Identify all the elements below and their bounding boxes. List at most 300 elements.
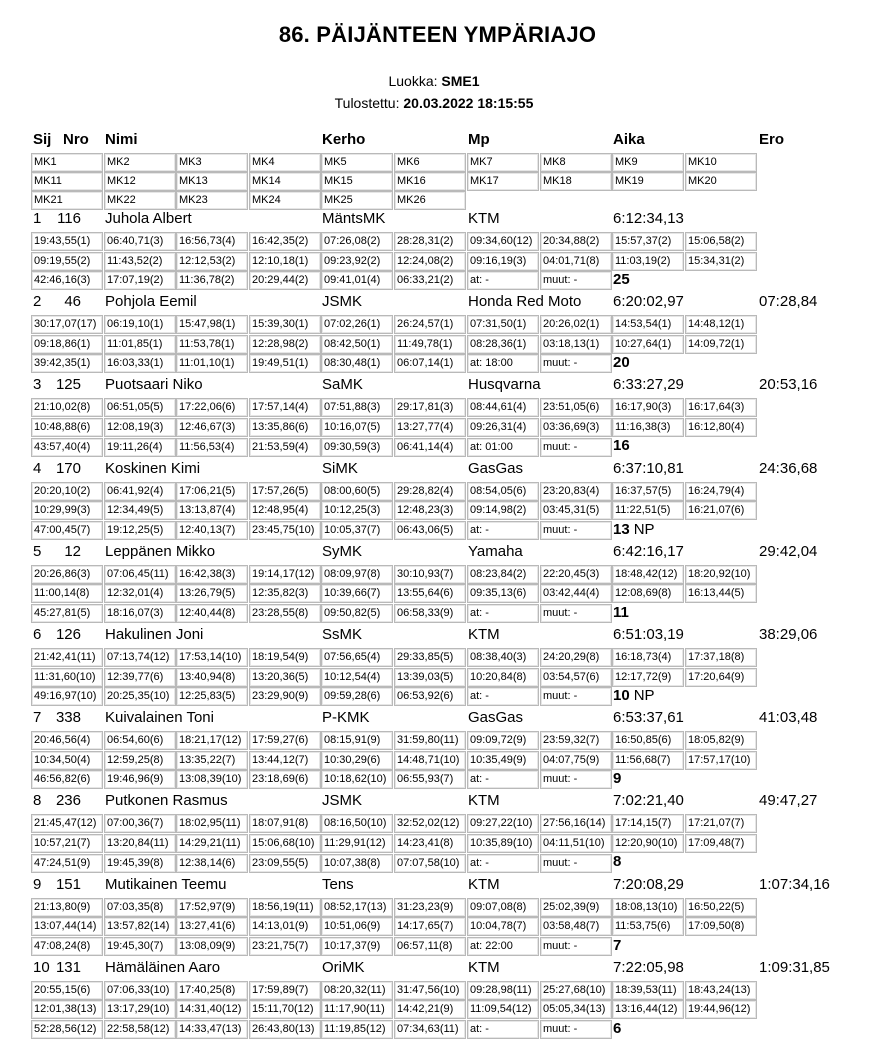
split-cell: 16:17,64(3): [685, 398, 757, 417]
split-cell: 19:14,17(12): [249, 565, 321, 584]
rider-points: [613, 520, 655, 540]
header-ero: Ero: [759, 131, 785, 148]
split-cell: 07:56,65(4): [321, 648, 393, 667]
rider-club: SiMK: [322, 459, 358, 477]
split-cell: MK14: [249, 172, 321, 191]
split-cell: 13:26,79(5): [176, 584, 248, 603]
mk-header-row: [31, 153, 791, 172]
split-cell: MK4: [249, 153, 321, 172]
split-cell: at: -: [467, 271, 539, 290]
split-cell: 10:27,64(1): [612, 335, 684, 354]
rider-name: Koskinen Kimi: [105, 459, 201, 477]
split-row: [31, 687, 791, 706]
split-cell: 17:09,48(7): [685, 834, 757, 853]
split-cell: 24:20,29(8): [540, 648, 612, 667]
split-cell: 18:21,17(12): [176, 731, 248, 750]
split-cell: 12:01,38(13): [31, 1000, 103, 1019]
split-cell: 11:16,38(3): [612, 418, 684, 437]
rider-gap: 41:03,48: [759, 709, 818, 727]
split-cell: 15:06,68(10): [249, 834, 321, 853]
split-cell: 39:42,35(1): [31, 354, 103, 373]
split-cell: 23:18,69(6): [249, 770, 321, 789]
split-cell: 12:35,82(3): [249, 584, 321, 603]
rider-bike: GasGas: [468, 459, 524, 477]
split-cell: 14:42,21(9): [394, 1000, 466, 1019]
rider-number: 151: [55, 875, 81, 893]
rider-name: Puotsaari Niko: [105, 376, 203, 394]
split-cell: 10:20,84(8): [467, 668, 539, 687]
rider-gap: 1:07:34,16: [759, 875, 830, 893]
rider-position: 2: [33, 293, 42, 311]
split-cell: 14:53,54(1): [612, 315, 684, 334]
rider-total-time: 6:12:34,13: [613, 210, 684, 227]
rider-total-time: 6:51:03,19: [613, 626, 684, 643]
np-flag: NP: [633, 520, 655, 538]
split-cell: 11:56,68(7): [612, 751, 684, 770]
rider-club: JSMK: [322, 792, 363, 810]
split-cell: 09:50,82(5): [321, 604, 393, 623]
split-cell: 15:57,37(2): [612, 232, 684, 251]
split-cell: 13:57,82(14): [104, 917, 176, 936]
split-row: [31, 565, 791, 584]
split-cell: 16:13,44(5): [685, 584, 757, 603]
split-cell: 07:07,58(10): [394, 854, 466, 873]
split-cell: 25:02,39(9): [540, 898, 612, 917]
header-aika: Aika: [613, 131, 645, 148]
split-cell: 14:13,01(9): [249, 917, 321, 936]
rider-gap: 20:53,16: [759, 376, 818, 394]
split-cell: 23:09,55(5): [249, 854, 321, 873]
split-cell: 11:29,91(12): [321, 834, 393, 853]
split-cell: 16:03,33(1): [104, 354, 176, 373]
split-cell: MK20: [685, 172, 757, 191]
split-cell: 18:20,92(10): [685, 565, 757, 584]
split-cell: 09:14,98(2): [467, 501, 539, 520]
split-cell: 11:01,10(1): [176, 354, 248, 373]
split-cell: 17:20,64(9): [685, 668, 757, 687]
rider-gap: 29:42,04: [759, 542, 818, 560]
split-cell: 19:45,39(8): [104, 854, 176, 873]
split-cell: 09:23,92(2): [321, 252, 393, 271]
split-cell: 11:00,14(8): [31, 584, 103, 603]
split-cell: 08:15,91(9): [321, 731, 393, 750]
split-cell: muut: -: [540, 937, 612, 956]
rider-bike: Husqvarna: [468, 376, 541, 394]
split-cell: 07:31,50(1): [467, 315, 539, 334]
split-cell: 47:00,45(7): [31, 521, 103, 540]
split-cell: 16:21,07(6): [685, 501, 757, 520]
split-cell: 17:57,17(10): [685, 751, 757, 770]
split-cell: at: -: [467, 1020, 539, 1039]
split-cell: MK9: [612, 153, 684, 172]
rider-position: 1: [33, 210, 42, 227]
split-cell: 12:48,95(4): [249, 501, 321, 520]
rider-position: 10: [33, 958, 50, 976]
split-cell: MK16: [394, 172, 466, 191]
split-cell: 17:06,21(5): [176, 482, 248, 501]
split-cell: 21:10,02(8): [31, 398, 103, 417]
split-cell: 06:54,60(6): [104, 731, 176, 750]
rider-points: [613, 936, 625, 956]
split-cell: 07:00,36(7): [104, 814, 176, 833]
split-cell: 18:48,42(12): [612, 565, 684, 584]
rider-name: Putkonen Rasmus: [105, 792, 228, 810]
split-cell: MK19: [612, 172, 684, 191]
split-row: [31, 271, 791, 290]
split-row: [31, 814, 791, 833]
split-cell: 09:19,55(2): [31, 252, 103, 271]
split-cell: 10:05,37(7): [321, 521, 393, 540]
split-cell: 10:30,29(6): [321, 751, 393, 770]
split-cell: 12:39,77(6): [104, 668, 176, 687]
split-cell: 13:44,12(7): [249, 751, 321, 770]
rider-bike: GasGas: [468, 709, 524, 727]
points-value: 25: [613, 271, 630, 288]
split-cell: 06:57,11(8): [394, 937, 466, 956]
split-cell: 30:10,93(7): [394, 565, 466, 584]
split-cell: 17:40,25(8): [176, 981, 248, 1000]
split-cell: 18:43,24(13): [685, 981, 757, 1000]
split-cell: 25:27,68(10): [540, 981, 612, 1000]
split-cell: 18:39,53(11): [612, 981, 684, 1000]
split-cell: 13:40,94(8): [176, 668, 248, 687]
split-cell: 10:04,78(7): [467, 917, 539, 936]
split-cell: 06:07,14(1): [394, 354, 466, 373]
rider-number: 126: [55, 626, 81, 643]
split-cell: 03:45,31(5): [540, 501, 612, 520]
split-row: [31, 1000, 791, 1019]
rider-total-time: 6:37:10,81: [613, 459, 684, 477]
split-cell: 12:46,67(3): [176, 418, 248, 437]
split-cell: 17:37,18(8): [685, 648, 757, 667]
rider-name: Pohjola Eemil: [105, 293, 197, 311]
split-cell: 06:33,21(2): [394, 271, 466, 290]
rider-number: 116: [57, 210, 81, 227]
split-cell: 12:38,14(6): [176, 854, 248, 873]
split-cell: 15:06,58(2): [685, 232, 757, 251]
split-cell: 09:28,98(11): [467, 981, 539, 1000]
split-cell: 04:11,51(10): [540, 834, 612, 853]
split-cell: 12:08,19(3): [104, 418, 176, 437]
split-cell: muut: -: [540, 271, 612, 290]
class-label: Luokka:: [388, 73, 438, 89]
split-cell: 46:56,82(6): [31, 770, 103, 789]
header-nro: Nro: [63, 131, 89, 148]
split-cell: at: -: [467, 770, 539, 789]
split-cell: 28:28,31(2): [394, 232, 466, 251]
split-cell: MK5: [321, 153, 393, 172]
split-cell: 09:09,72(9): [467, 731, 539, 750]
split-cell: 08:28,36(1): [467, 335, 539, 354]
split-cell: 10:48,88(6): [31, 418, 103, 437]
split-cell: 21:53,59(4): [249, 438, 321, 457]
split-cell: 17:14,15(7): [612, 814, 684, 833]
split-cell: 21:42,41(11): [31, 648, 103, 667]
rider-position: 9: [33, 875, 42, 893]
split-cell: 06:58,33(9): [394, 604, 466, 623]
split-cell: 13:08,39(10): [176, 770, 248, 789]
page-title: 86. PÄIJÄNTEEN YMPÄRIAJO: [278, 22, 597, 47]
split-cell: 06:41,92(4): [104, 482, 176, 501]
split-cell: 09:41,01(4): [321, 271, 393, 290]
split-cell: 06:40,71(3): [104, 232, 176, 251]
split-cell: 29:17,81(3): [394, 398, 466, 417]
split-cell: 08:38,40(3): [467, 648, 539, 667]
split-cell: 17:09,50(8): [685, 917, 757, 936]
rider-name: Kuivalainen Toni: [105, 709, 214, 727]
split-cell: 17:57,26(5): [249, 482, 321, 501]
split-cell: 13:35,86(6): [249, 418, 321, 437]
split-cell: 23:59,32(7): [540, 731, 612, 750]
points-value: 13: [613, 520, 630, 538]
split-cell: 11:36,78(2): [176, 271, 248, 290]
split-cell: 23:28,55(8): [249, 604, 321, 623]
rider-gap: 07:28,84: [759, 293, 818, 311]
split-cell: 13:08,09(9): [176, 937, 248, 956]
split-cell: 20:25,35(10): [104, 687, 176, 706]
points-value: 7: [613, 936, 622, 954]
split-cell: 13:07,44(14): [31, 917, 103, 936]
split-cell: 31:23,23(9): [394, 898, 466, 917]
split-cell: 47:24,51(9): [31, 854, 103, 873]
split-cell: muut: -: [540, 438, 612, 457]
split-cell: 19:12,25(5): [104, 521, 176, 540]
split-cell: 20:46,56(4): [31, 731, 103, 750]
split-cell: 14:33,47(13): [176, 1020, 248, 1039]
split-cell: MK10: [685, 153, 757, 172]
split-cell: 45:27,81(5): [31, 604, 103, 623]
split-cell: 08:00,60(5): [321, 482, 393, 501]
split-cell: 06:53,92(6): [394, 687, 466, 706]
split-cell: 10:35,89(10): [467, 834, 539, 853]
rider-club: SaMK: [322, 376, 363, 394]
rider-gap: 38:29,06: [759, 626, 818, 643]
split-cell: 49:16,97(10): [31, 687, 103, 706]
split-cell: 13:16,44(12): [612, 1000, 684, 1019]
split-cell: 09:26,31(4): [467, 418, 539, 437]
split-row: [31, 604, 791, 623]
split-cell: 29:33,85(5): [394, 648, 466, 667]
split-cell: 23:45,75(10): [249, 521, 321, 540]
mk-header-row: [31, 172, 791, 191]
split-cell: 23:29,90(9): [249, 687, 321, 706]
split-cell: 08:42,50(1): [321, 335, 393, 354]
split-row: [31, 668, 791, 687]
split-cell: 22:58,58(12): [104, 1020, 176, 1039]
split-cell: muut: -: [540, 1020, 612, 1039]
split-row: [31, 438, 791, 457]
split-cell: 13:13,87(4): [176, 501, 248, 520]
split-cell: 10:07,38(8): [321, 854, 393, 873]
split-cell: MK12: [104, 172, 176, 191]
split-cell: 31:47,56(10): [394, 981, 466, 1000]
split-cell: 18:05,82(9): [685, 731, 757, 750]
split-cell: 16:50,85(6): [612, 731, 684, 750]
rider-club: MäntsMK: [322, 210, 386, 227]
rider-points: [613, 436, 634, 456]
split-cell: 13:39,03(5): [394, 668, 466, 687]
split-row: [31, 315, 791, 334]
split-cell: 18:19,54(9): [249, 648, 321, 667]
split-cell: 13:17,29(10): [104, 1000, 176, 1019]
split-cell: 18:02,95(11): [176, 814, 248, 833]
header-mp: Mp: [468, 131, 490, 148]
split-cell: 09:07,08(8): [467, 898, 539, 917]
header-nimi: Nimi: [105, 131, 138, 148]
rider-name: Mutikainen Teemu: [105, 875, 227, 893]
split-row: [31, 731, 791, 750]
split-cell: 23:21,75(7): [249, 937, 321, 956]
split-cell: 14:48,12(1): [685, 315, 757, 334]
split-row: [31, 770, 791, 789]
split-cell: 14:09,72(1): [685, 335, 757, 354]
split-cell: 12:08,69(8): [612, 584, 684, 603]
split-cell: 17:07,19(2): [104, 271, 176, 290]
split-cell: muut: -: [540, 604, 612, 623]
split-cell: 13:35,22(7): [176, 751, 248, 770]
points-value: 16: [613, 437, 630, 455]
points-value: 20: [613, 354, 630, 372]
split-cell: 12:20,90(10): [612, 834, 684, 853]
split-cell: 10:18,62(10): [321, 770, 393, 789]
split-row: [31, 252, 791, 271]
split-cell: 10:34,50(4): [31, 751, 103, 770]
split-cell: 12:10,18(1): [249, 252, 321, 271]
split-cell: 08:23,84(2): [467, 565, 539, 584]
split-cell: 16:18,73(4): [612, 648, 684, 667]
split-cell: 14:29,21(11): [176, 834, 248, 853]
split-cell: 20:29,44(2): [249, 271, 321, 290]
rider-club: OriMK: [322, 958, 365, 976]
split-cell: 12:34,49(5): [104, 501, 176, 520]
points-value: 11: [613, 603, 629, 621]
split-cell: 06:19,10(1): [104, 315, 176, 334]
rider-bike: KTM: [468, 875, 500, 893]
rider-number: 170: [55, 459, 81, 477]
split-cell: 14:23,41(8): [394, 834, 466, 853]
split-cell: 11:09,54(12): [467, 1000, 539, 1019]
split-cell: 03:54,57(6): [540, 668, 612, 687]
split-cell: MK11: [31, 172, 103, 191]
rider-total-time: 7:02:21,40: [613, 792, 684, 810]
header-sij: Sij: [33, 131, 52, 148]
rider-number: 12: [64, 542, 81, 560]
rider-bike: Yamaha: [468, 542, 523, 560]
split-cell: 13:55,64(6): [394, 584, 466, 603]
rider-total-time: 7:22:05,98: [613, 958, 684, 976]
split-cell: at: 01:00: [467, 438, 539, 457]
split-cell: 16:24,79(4): [685, 482, 757, 501]
class-value: SME1: [441, 73, 480, 89]
split-cell: 09:35,13(6): [467, 584, 539, 603]
split-cell: 17:53,14(10): [176, 648, 248, 667]
split-cell: at: 18:00: [467, 354, 539, 373]
split-cell: 06:43,06(5): [394, 521, 466, 540]
split-cell: MK23: [176, 191, 248, 210]
split-cell: MK22: [104, 191, 176, 210]
split-cell: 10:12,54(4): [321, 668, 393, 687]
split-cell: 17:57,14(4): [249, 398, 321, 417]
split-row: [31, 854, 791, 873]
split-cell: 11:56,53(4): [176, 438, 248, 457]
split-cell: 18:07,91(8): [249, 814, 321, 833]
split-cell: MK26: [394, 191, 466, 210]
split-cell: 06:51,05(5): [104, 398, 176, 417]
header-kerho: Kerho: [322, 131, 366, 148]
split-cell: 13:20,36(5): [249, 668, 321, 687]
split-cell: 08:44,61(4): [467, 398, 539, 417]
split-cell: 32:52,02(12): [394, 814, 466, 833]
class-line: [0, 73, 868, 89]
split-cell: 09:16,19(3): [467, 252, 539, 271]
rider-points: [613, 270, 634, 290]
split-cell: 06:55,93(7): [394, 770, 466, 789]
split-row: [31, 232, 791, 251]
split-row: [31, 398, 791, 417]
np-flag: NP: [633, 687, 655, 704]
split-cell: 15:34,31(2): [685, 252, 757, 271]
split-cell: 08:09,97(8): [321, 565, 393, 584]
split-cell: 05:05,34(13): [540, 1000, 612, 1019]
rider-club: JSMK: [322, 293, 363, 311]
split-cell: 03:36,69(3): [540, 418, 612, 437]
split-cell: 23:51,05(6): [540, 398, 612, 417]
split-cell: 12:48,23(3): [394, 501, 466, 520]
rider-number: 131: [55, 958, 81, 976]
split-cell: 07:02,26(1): [321, 315, 393, 334]
split-cell: 12:24,08(2): [394, 252, 466, 271]
split-cell: 16:37,57(5): [612, 482, 684, 501]
split-cell: 12:17,72(9): [612, 668, 684, 687]
split-cell: at: -: [467, 521, 539, 540]
split-cell: 13:27,77(4): [394, 418, 466, 437]
split-cell: MK2: [104, 153, 176, 172]
rider-points: [613, 852, 625, 872]
split-cell: 16:12,80(4): [685, 418, 757, 437]
split-cell: at: -: [467, 687, 539, 706]
mk-header-row: [31, 191, 791, 210]
rider-name: Leppänen Mikko: [105, 542, 216, 560]
rider-name: Hämäläinen Aaro: [105, 958, 221, 976]
split-cell: 12:25,83(5): [176, 687, 248, 706]
split-cell: muut: -: [540, 687, 612, 706]
split-cell: 42:46,16(3): [31, 271, 103, 290]
rider-number: 46: [64, 293, 81, 311]
split-cell: 09:34,60(12): [467, 232, 539, 251]
rider-gap: 49:47,27: [759, 792, 818, 810]
split-cell: at: -: [467, 854, 539, 873]
rider-bike: KTM: [468, 626, 500, 643]
split-cell: MK18: [540, 172, 612, 191]
split-cell: 07:06,45(11): [104, 565, 176, 584]
split-cell: 08:54,05(6): [467, 482, 539, 501]
split-cell: 11:43,52(2): [104, 252, 176, 271]
split-cell: 12:32,01(4): [104, 584, 176, 603]
rider-name: Juhola Albert: [105, 210, 192, 227]
split-cell: 52:28,56(12): [31, 1020, 103, 1039]
split-cell: MK21: [31, 191, 103, 210]
split-cell: 11:53,78(1): [176, 335, 248, 354]
split-cell: 08:20,32(11): [321, 981, 393, 1000]
split-cell: at: 22:00: [467, 937, 539, 956]
split-cell: 17:22,06(6): [176, 398, 248, 417]
split-cell: 13:27,41(6): [176, 917, 248, 936]
split-cell: 14:17,65(7): [394, 917, 466, 936]
rider-number: 236: [55, 792, 81, 810]
split-cell: 07:03,35(8): [104, 898, 176, 917]
split-cell: 07:13,74(12): [104, 648, 176, 667]
rider-gap: 1:09:31,85: [759, 958, 830, 976]
